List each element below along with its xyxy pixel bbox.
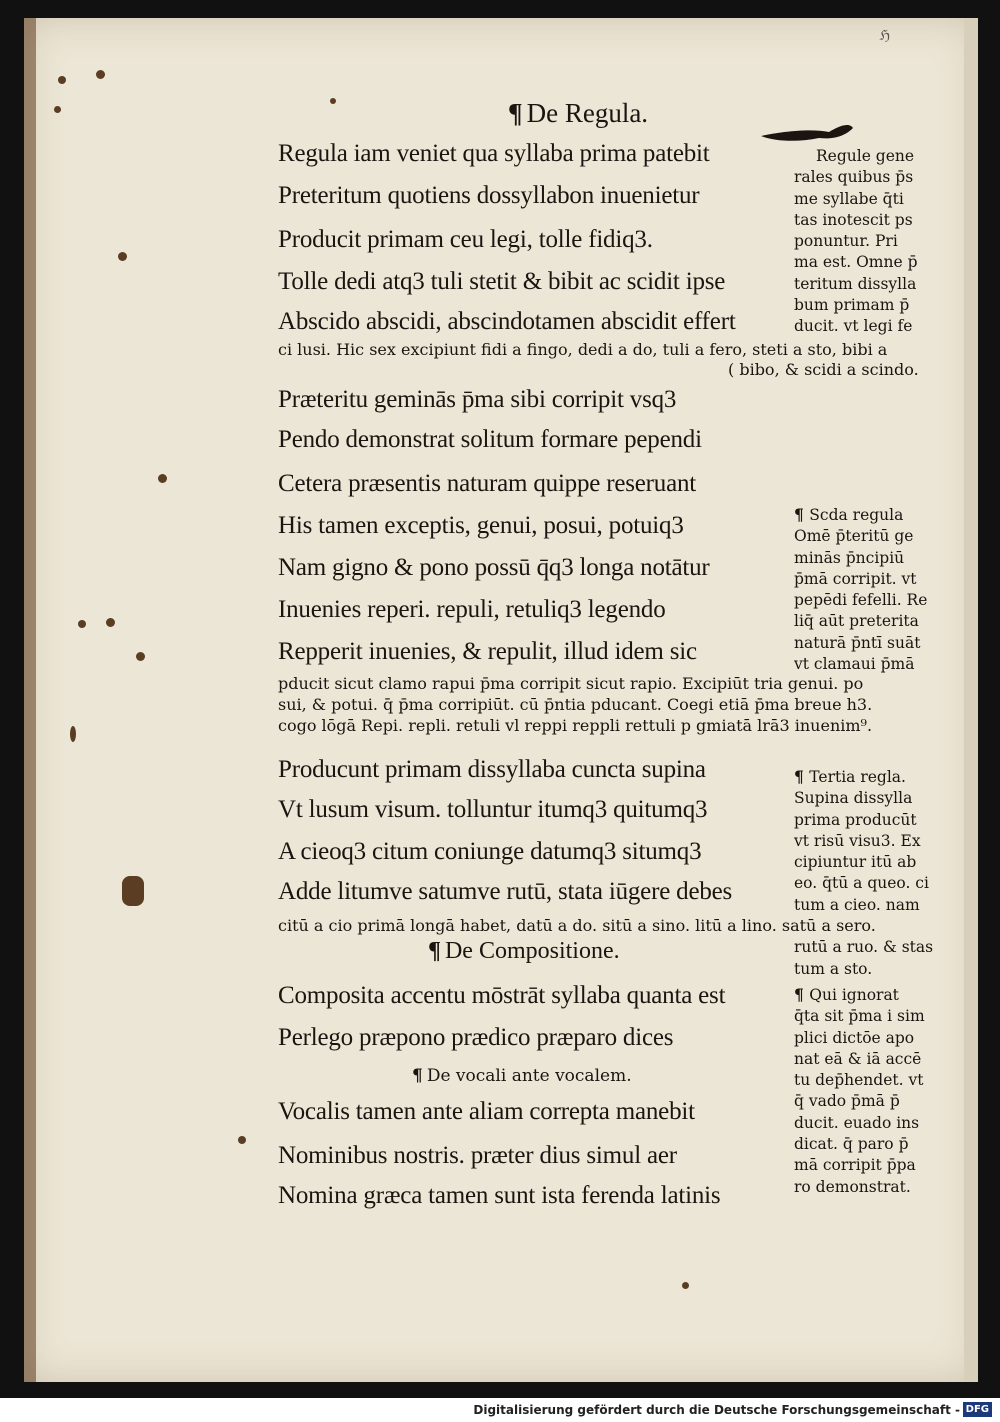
gloss-line: Omē p̄teritū ge xyxy=(794,527,914,546)
gloss-line: rutū a ruo. & stas xyxy=(794,938,934,957)
verse-line: Perlego præpono prædico præparo dices xyxy=(278,1024,674,1051)
gloss-line: p̄mā corripit. vt xyxy=(794,569,917,588)
verse-line: Repperit inuenies, & repulit, illud idem sic xyxy=(278,638,697,665)
margin-gloss-1 xyxy=(794,146,980,338)
heading-text: De Regula. xyxy=(526,98,649,128)
verse-line: Nominibus nostris. præter dius simul aer xyxy=(278,1142,677,1169)
verse-line: Composita accentu mōstrāt syllaba quanta est xyxy=(278,982,726,1009)
gloss-line: teritum dissylla xyxy=(794,274,917,293)
gloss-line: eo. q̄tū a queo. ci xyxy=(794,874,929,893)
gloss-line: me syllabe q̄ti xyxy=(794,189,904,208)
gloss-line: plici dictōe apo xyxy=(794,1028,915,1047)
commentary-line: ( bibo, & scidi a scindo. xyxy=(728,360,919,379)
verse-line: Adde litumve satumve rutū, stata iūgere debes xyxy=(278,878,733,905)
footer-credit: Digitalisierung gefördert durch die Deutsche Forschungsgemeinschaft - xyxy=(473,1403,960,1417)
gloss-line: pepēdi fefelli. Re xyxy=(794,591,928,610)
commentary-line: cogo lōgā Repi. repli. retuli vl reppi reppli rettuli p gmiatā lrā3 inuenim⁹. xyxy=(278,716,873,735)
verse-line: Cetera præsentis naturam quippe reseruant xyxy=(278,470,697,497)
gloss-line: ma est. Omne p̄ xyxy=(794,253,918,272)
ink-speck xyxy=(330,98,336,104)
paragraph-mark-icon: ¶ xyxy=(794,505,810,524)
paragraph-mark-icon: ¶ xyxy=(794,985,810,1004)
paragraph-mark-icon: ¶ xyxy=(412,1066,423,1086)
verse-line: Tolle dedi atq3 tuli stetit & bibit ac scidit ipse xyxy=(278,268,726,295)
gloss-line: ducit. euado ins xyxy=(794,1113,920,1132)
commentary-line: ci lusi. Hic sex excipiunt fidi a fingo, dedi a do, tuli a fero, steti a sto, bibi a xyxy=(278,340,888,359)
ink-speck xyxy=(106,618,115,627)
gloss-line: tu dep̄hendet. vt xyxy=(794,1071,924,1090)
gloss-line: rales quibus p̄s xyxy=(794,168,914,187)
ink-speck xyxy=(158,474,167,483)
dfg-logo[interactable]: DFG xyxy=(963,1402,992,1417)
gloss-line: liq̄ aūt preterita xyxy=(794,612,919,631)
gloss-line: bum primam p̄ xyxy=(794,296,910,315)
commentary-line: citū a cio primā longā habet, datū a do. sitū a sino. litū a lino. satū a sero. xyxy=(278,916,876,935)
verse-line: Producit primam ceu legi, tolle fidiq3. xyxy=(278,226,653,253)
heading-regula xyxy=(508,98,648,129)
gloss-line: tum a sto. xyxy=(794,959,873,978)
gloss-line: cipiuntur itū ab xyxy=(794,853,917,872)
commentary-line: pducit sicut clamo rapui p̄ma corripit sicut rapio. Excipiūt tria genui. po xyxy=(278,674,864,693)
gloss-line xyxy=(794,984,980,1006)
paragraph-mark-icon: ¶ xyxy=(794,767,810,786)
gloss-line: naturā p̄ntī suāt xyxy=(794,633,921,652)
footer-bar xyxy=(0,1398,1000,1422)
heading-compositione xyxy=(428,938,620,965)
verse-line: Vt lusum visum. tolluntur itumq3 quitumq3 xyxy=(278,796,708,823)
gloss-line: Regule gene xyxy=(816,147,915,165)
ink-speck xyxy=(682,1282,689,1289)
gloss-line: prima producūt xyxy=(794,810,917,829)
manuscript-page xyxy=(24,18,978,1382)
gloss-line: vt risū visu3. Ex xyxy=(794,831,921,850)
gloss-line: vt clamaui p̄mā xyxy=(794,655,915,674)
folio-mark: ℌ xyxy=(879,29,890,44)
gloss-line xyxy=(794,916,980,937)
ink-speck xyxy=(122,876,144,906)
gloss-line: dicat. q̄ paro p̄ xyxy=(794,1135,909,1154)
heading-text: De vocali ante vocalem. xyxy=(426,1066,632,1086)
verse-line: Præteritu geminās p̄ma sibi corripit vsq3 xyxy=(278,386,677,413)
gloss-line: Supina dissylla xyxy=(794,789,913,808)
verse-line: Producunt primam dissyllaba cuncta supina xyxy=(278,756,706,783)
verse-line: Regula iam veniet qua syllaba prima patebit xyxy=(278,140,710,167)
gloss-line: minās p̄ncipiū xyxy=(794,548,905,567)
verse-line: Vocalis tamen ante aliam correpta manebit xyxy=(278,1098,695,1125)
gloss-line: ducit. vt legi fe xyxy=(794,317,913,336)
page-left-edge xyxy=(24,18,36,1382)
paragraph-mark-icon: ¶ xyxy=(508,98,523,128)
verse-line: Preteritum quotiens dossyllabon inuenietur xyxy=(278,182,700,209)
gloss-line xyxy=(794,766,980,788)
gloss-line: q̄ta sit p̄ma i sim xyxy=(794,1007,925,1026)
gloss-line-text: Tertia regla. xyxy=(809,768,906,786)
verse-line: A cieoq3 citum coniunge datumq3 situmq3 xyxy=(278,838,702,865)
verse-line: Inuenies reperi. repuli, retuliq3 legendo xyxy=(278,596,666,623)
gloss-line-text: Scda regula xyxy=(809,506,904,524)
ink-speck xyxy=(78,620,86,628)
verse-line: His tamen exceptis, genui, posui, potuiq3 xyxy=(278,512,684,539)
commentary-line: sui, & potui. q̄ p̄ma corripiūt. cū p̄ntia pducant. Coegi etiā p̄ma breue h3. xyxy=(278,695,873,714)
ink-speck xyxy=(54,106,61,113)
verse-line: Abscido abscidi, abscindotamen abscidit effert xyxy=(278,308,736,335)
gloss-line: ro demonstrat. xyxy=(794,1177,911,1196)
ink-speck xyxy=(58,76,66,84)
margin-gloss-3 xyxy=(794,766,980,980)
ink-speck xyxy=(96,70,105,79)
margin-gloss-2 xyxy=(794,504,980,675)
gloss-line: nat eā & iā accē xyxy=(794,1049,922,1068)
gloss-line: tas inotescit ps xyxy=(794,210,913,229)
ink-speck xyxy=(136,652,145,661)
verse-line: Nam gigno & pono possū q̄q3 longa notātur xyxy=(278,554,710,581)
gloss-line-text: Qui ignorat xyxy=(809,986,899,1004)
ink-speck xyxy=(118,252,127,261)
margin-gloss-4 xyxy=(794,984,980,1198)
paragraph-mark-icon: ¶ xyxy=(428,938,441,964)
ink-speck xyxy=(238,1136,246,1144)
gloss-line: mā corripit p̄pa xyxy=(794,1156,916,1175)
gloss-line: q̄ vado p̄mā p̄ xyxy=(794,1092,900,1111)
ink-blot xyxy=(759,122,855,144)
gloss-line: ponuntur. Pri xyxy=(794,232,898,251)
verse-line: Pendo demonstrat solitum formare pependi xyxy=(278,426,702,453)
heading-vocali xyxy=(412,1066,632,1086)
gloss-line xyxy=(794,504,980,526)
gloss-line: tum a cieo. nam xyxy=(794,895,920,914)
heading-text: De Compositione. xyxy=(444,938,620,964)
verse-line: Nomina græca tamen sunt ista ferenda latinis xyxy=(278,1182,721,1209)
ink-speck xyxy=(70,726,76,742)
